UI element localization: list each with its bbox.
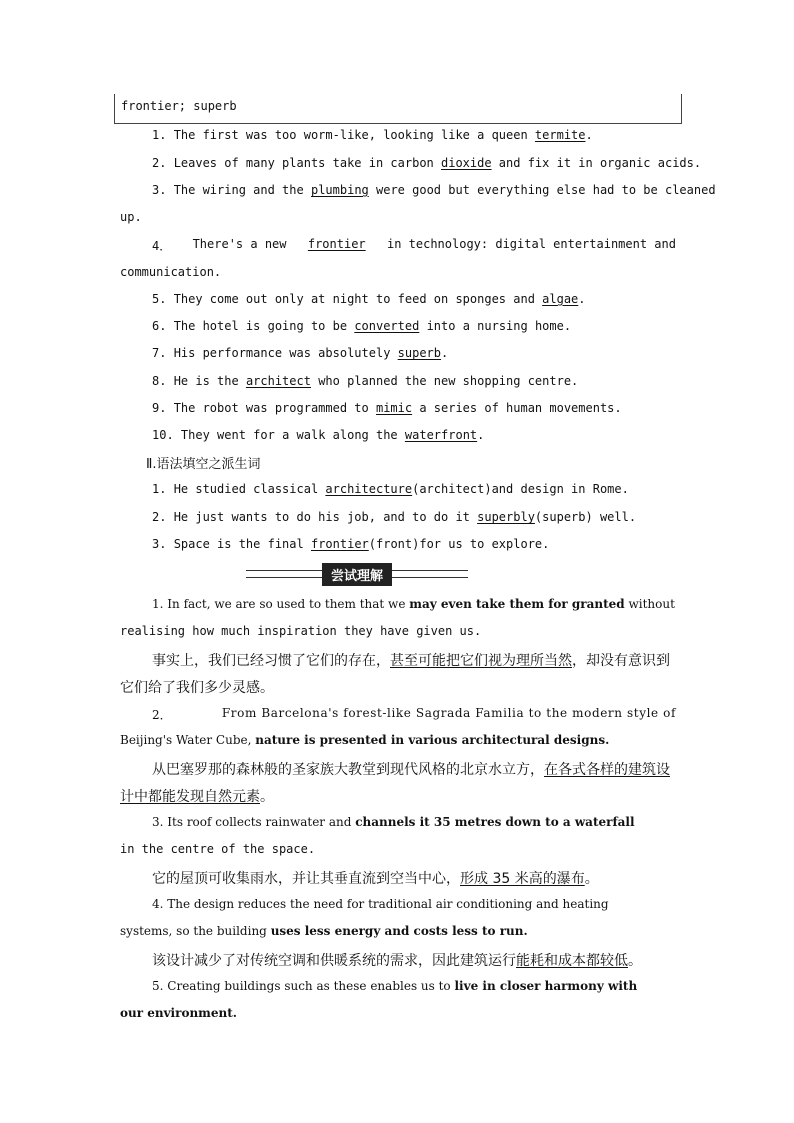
sentence-2-continued: Beijing's Water Cube, nature is presented in various architectural designs. — [120, 733, 610, 747]
sentence-1-translation-continued: 它们给了我们多少灵感。 — [120, 680, 274, 696]
list-item: 10. They went for a walk along the waterfront. — [152, 428, 485, 442]
list-item: 2. Leaves of many plants take in carbon dioxide and fix it in organic acids. — [152, 156, 702, 170]
list-item: 5. They come out only at night to feed on sponges and algae. — [152, 292, 586, 306]
sentence-1-translation: 事实上，我们已经习惯了它们的存在，甚至可能把它们视为理所当然，却没有意识到 — [152, 653, 670, 669]
sentence-2-translation: 从巴塞罗那的森林般的圣家族大教堂到现代风格的北京水立方，在各式各样的建筑设 — [152, 762, 670, 778]
banner-right-rule — [392, 570, 468, 578]
sentence-1-continued: realising how much inspiration they have given us. — [120, 624, 482, 638]
list-item: 1. The first was too worm-like, looking like a queen termite. — [152, 128, 593, 142]
sentence-5: 5. Creating buildings such as these enables us to live in closer harmony with — [152, 979, 638, 993]
sentence-3-continued: in the centre of the space. — [120, 842, 316, 856]
sentence-4-continued: systems, so the building uses less energy and costs less to run. — [120, 924, 528, 938]
section-banner — [246, 565, 468, 583]
list-item-continued: communication. — [120, 265, 222, 279]
list-item-continued: up. — [120, 210, 142, 224]
banner-label: 尝试理解 — [322, 563, 392, 586]
answer-box — [114, 94, 682, 124]
answer-box-text: frontier; superb — [121, 99, 237, 113]
list-item: 3. Space is the final frontier(front)for us to explore. — [152, 537, 550, 551]
list-item: 6. The hotel is going to be converted into a nursing home. — [152, 319, 572, 333]
sentence-5-continued: our environment. — [120, 1006, 237, 1020]
list-item: 3. The wiring and the plumbing were good but everything else had to be cleaned — [152, 183, 716, 197]
list-item: 2. He just wants to do his job, and to do it superbly(superb) well. — [152, 510, 637, 524]
sentence-3-translation: 它的屋顶可收集雨水，并让其垂直流到空当中心，形成 35 米高的瀑布。 — [152, 871, 599, 887]
list-item: 9. The robot was programmed to mimic a series of human movements. — [152, 401, 622, 415]
sentence-3: 3. Its roof collects rainwater and channels it 35 metres down to a waterfall — [152, 815, 635, 829]
banner-left-rule — [246, 570, 322, 578]
sentence-4-translation: 该设计减少了对传统空调和供暖系统的需求，因此建筑运行能耗和成本都较低。 — [152, 953, 642, 969]
section-title: Ⅱ.语法填空之派生词 — [146, 457, 261, 472]
sentence-4: 4. The design reduces the need for traditional air conditioning and heating — [152, 897, 609, 911]
list-item: 8. He is the architect who planned the new shopping centre. — [152, 374, 579, 388]
sentence-1: 1. In fact, we are so used to them that we may even take them for granted without — [152, 597, 675, 611]
sentence-2: 2． From Barcelona's forest-like Sagrada Familia to the modern style of — [152, 706, 676, 722]
list-item: 7. His performance was absolutely superb. — [152, 346, 449, 360]
sentence-2-translation-continued: 计中都能发现自然元素。 — [120, 789, 274, 805]
list-item: 1. He studied classical architecture(architect)and design in Rome. — [152, 482, 629, 496]
list-item: 4． There's a new frontier in technology: digital entertainment and — [152, 237, 676, 253]
